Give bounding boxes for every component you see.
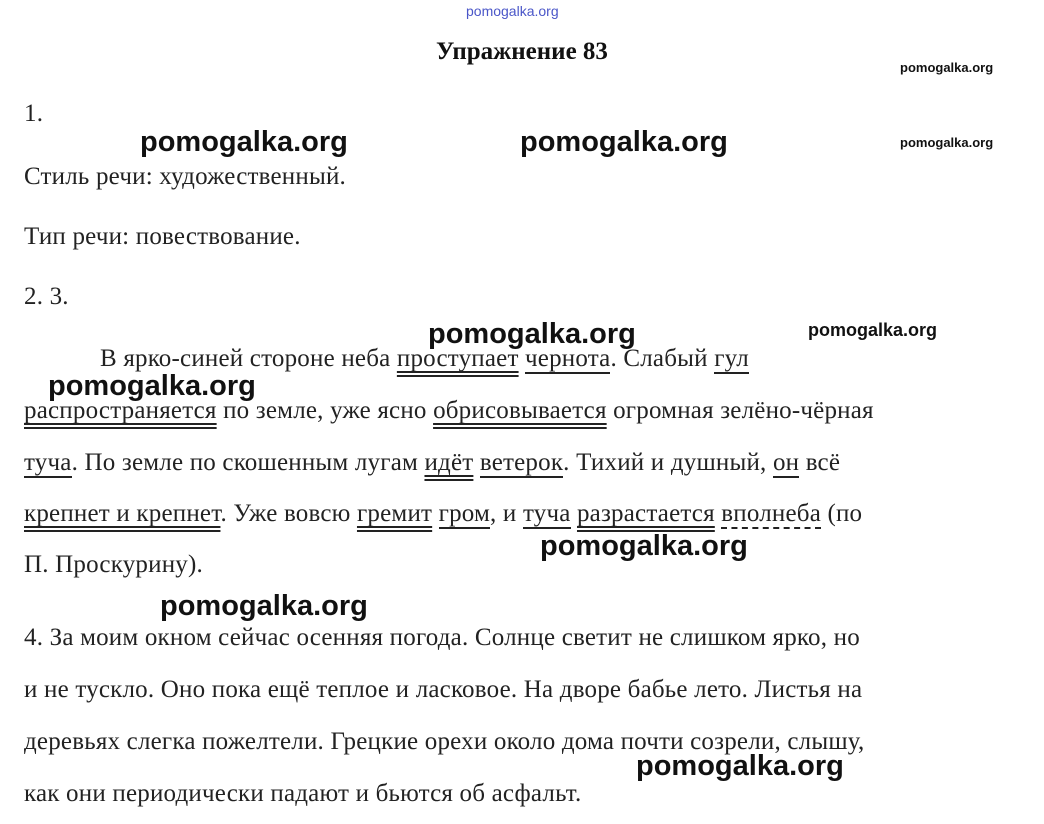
site-watermark: pomogalka.org [428,318,636,350]
text-line: и не тускло. Оно пока ещё теплое и ласковое. На дворе бабье лето. Листья на [24,676,863,703]
text-line: распространяется по земле, уже ясно обрисовывается огромная зелёно-чёрная [24,397,874,424]
speech-style-line: Стиль речи: художественный. [24,163,346,190]
text-line: В ярко-синей стороне неба проступает чернота. Слабый гул [100,345,749,372]
text-line: туча. По земле по скошенным лугам идёт ветерок. Тихий и душный, он всё [24,449,841,476]
site-watermark: pomogalka.org [636,750,844,782]
speech-type-line: Тип речи: повествование. [24,223,301,250]
site-watermark: pomogalka.org [160,590,368,622]
site-watermark: pomogalka.org [808,320,938,340]
site-watermark: pomogalka.org [48,370,256,402]
text-line: как они периодически падают и бьются об асфальт. [24,780,582,807]
site-watermark-top: pomogalka.org [466,3,559,19]
text-line: крепнет и крепнет. Уже вовсю гремит гром, и туча разрастается вполнеба (по [24,500,863,527]
site-watermark: pomogalka.org [140,126,348,158]
text-line: 4. За моим окном сейчас осенняя погода. Солнце светит не слишком ярко, но [24,624,860,651]
site-watermark: pomogalka.org [540,530,748,562]
text-line: П. Проскурину). [24,551,203,578]
page-title: Упражнение 83 [436,38,608,65]
site-watermark: pomogalka.org [900,135,994,150]
site-watermark: pomogalka.org [520,126,728,158]
site-watermark: pomogalka.org [900,60,994,75]
section-number: 1. [24,100,44,127]
text-line: деревьях слегка пожелтели. Грецкие орехи около дома почти созрели, слышу, [24,728,865,755]
section-number: 2. 3. [24,283,69,310]
